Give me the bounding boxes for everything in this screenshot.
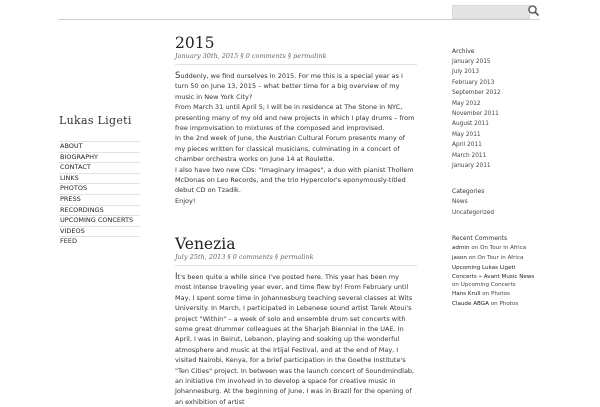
archive-link[interactable]: August 2011 bbox=[452, 121, 489, 128]
main-nav bbox=[59, 141, 140, 247]
nav-item-feed[interactable]: FEED bbox=[59, 236, 140, 247]
comment-post-link[interactable]: On Tour in Africa bbox=[480, 245, 527, 252]
nav-item-links[interactable]: LINKS bbox=[59, 173, 140, 184]
category-link[interactable]: Uncategorized bbox=[452, 209, 495, 216]
archive-link[interactable]: April 2011 bbox=[452, 142, 482, 149]
comment-author: Hans Krull bbox=[452, 291, 481, 298]
post-paragraph: It's been quite a while since I've posted here. This year has been my most intense traveling year ever, and time flew by! From February until May, I spent some time in Johannesburg teaching several classes at Wits University. In March, I participated in Lebanese sound artist Tarek Atoui's project "Within" – a week of solo and ensemble drum set concerts with some great drummer colleagues at the Sharjah Biennial in the UAE. In April, I was in Beirut, Lebanon, playing and soaking up the wonderful atmosphere and music at the Irtijal Festival, and at the end of May, I visited Nairobi, Kenya, for a brief participation in the Goethe Institute's "Ten Cities" project. In between was the launch concert of Soundmindlab, an initiative I'm involved in to develop a space for creative music in Johannesburg. At the beginning of June, I was in Brazil for the opening of an exhibition of artist bbox=[175, 272, 415, 406]
comment-author: jason bbox=[452, 254, 467, 261]
post-body bbox=[175, 71, 417, 206]
search-input[interactable] bbox=[452, 5, 530, 19]
recent-comment bbox=[452, 300, 540, 310]
archive-link[interactable]: May 2012 bbox=[452, 100, 481, 107]
nav-item-press[interactable]: PRESS bbox=[59, 194, 140, 205]
nav-item-videos[interactable]: VIDEOS bbox=[59, 226, 140, 237]
recent-comment bbox=[452, 244, 540, 254]
post-title[interactable]: 2015 bbox=[175, 34, 215, 52]
post-body bbox=[175, 272, 417, 407]
post-paragraph: From March 31 until April 5, I will be in residence at The Stone in NYC, presenting many of my old and new projects in which I play drums – from free improvisation to mixtures of the composed and improvised. bbox=[175, 103, 415, 133]
sidebar-spacer bbox=[452, 171, 540, 187]
nav-item-biography[interactable]: BIOGRAPHY bbox=[59, 152, 140, 163]
recent-comment bbox=[452, 263, 540, 290]
post-2015 bbox=[175, 34, 417, 206]
nav-item-upcoming-concerts[interactable]: UPCOMING CONCERTS bbox=[59, 215, 140, 226]
header-rule bbox=[58, 19, 540, 20]
comment-author[interactable]: Upcoming Lukas Ligeti Concerts » Avant Music News bbox=[452, 265, 535, 280]
archive-link[interactable]: November 2011 bbox=[452, 110, 499, 117]
comment-on: on bbox=[482, 291, 490, 298]
comment-post-link[interactable]: Upcoming Concerts bbox=[460, 282, 516, 289]
recent-comments-heading: Recent Comments bbox=[452, 235, 508, 243]
post-venezia bbox=[175, 235, 417, 407]
archive-link[interactable]: September 2012 bbox=[452, 90, 501, 97]
site-title[interactable]: Lukas Ligeti bbox=[59, 114, 132, 127]
post-meta[interactable]: January 30th, 2015 § 0 comments § permalink bbox=[175, 52, 417, 65]
comment-on: on bbox=[471, 245, 479, 252]
post-list bbox=[175, 34, 417, 206]
post-paragraph: In the 2nd week of June, the Austrian Cultural Forum presents many of my pieces written for classical musicians, culminating in a concert of chamber orchestra works on June 14 at Roulette. bbox=[175, 134, 406, 164]
post-paragraph: Enjoy! bbox=[175, 196, 196, 205]
comment-on: on bbox=[452, 282, 459, 289]
comment-on: on bbox=[490, 301, 498, 308]
recent-comment bbox=[452, 290, 540, 300]
comment-post-link[interactable]: Photos bbox=[499, 301, 519, 308]
comment-post-link[interactable]: Photos bbox=[491, 291, 510, 298]
sidebar-spacer bbox=[452, 218, 540, 234]
recent-comment bbox=[452, 254, 540, 264]
comment-author: Claude ABGA bbox=[452, 301, 489, 308]
post-paragraph: Suddenly, we find ourselves in 2015. For me this is a special year as I turn 50 on June 13, 2015 – what better time for a big overview of my music in New York City? bbox=[175, 71, 403, 101]
nav-item-contact[interactable]: CONTACT bbox=[59, 162, 140, 173]
categories-heading: Categories bbox=[452, 188, 485, 196]
archive-link[interactable]: February 2013 bbox=[452, 79, 495, 86]
category-link[interactable]: News bbox=[452, 199, 468, 206]
comment-on: on bbox=[468, 254, 476, 261]
post-meta[interactable]: July 25th, 2013 § 0 comments § permalink bbox=[175, 253, 417, 266]
post-title[interactable]: Venezia bbox=[175, 235, 236, 253]
comment-author: admin bbox=[452, 245, 470, 252]
comment-post-link[interactable]: On Tour in Africa bbox=[477, 254, 524, 261]
search-icon[interactable] bbox=[527, 4, 540, 17]
archive-heading: Archive bbox=[452, 48, 475, 55]
sidebar bbox=[452, 47, 540, 310]
archive-link[interactable]: May 2011 bbox=[452, 131, 481, 138]
archive-link[interactable]: July 2013 bbox=[452, 69, 480, 76]
nav-item-recordings[interactable]: RECORDINGS bbox=[59, 205, 140, 216]
archive-link[interactable]: March 2011 bbox=[452, 152, 487, 159]
post-paragraph: I also have two new CDs: "Imaginary Images", a duo with pianist Thollem McDonas on Leo Records, and the trio Hypercolor's eponymously-titled debut CD on Tzadik. bbox=[175, 165, 414, 195]
nav-item-about[interactable]: ABOUT bbox=[59, 141, 140, 152]
archive-link[interactable]: January 2015 bbox=[452, 59, 491, 65]
nav-item-photos[interactable]: PHOTOS bbox=[59, 183, 140, 194]
archive-link[interactable]: January 2011 bbox=[452, 162, 491, 169]
